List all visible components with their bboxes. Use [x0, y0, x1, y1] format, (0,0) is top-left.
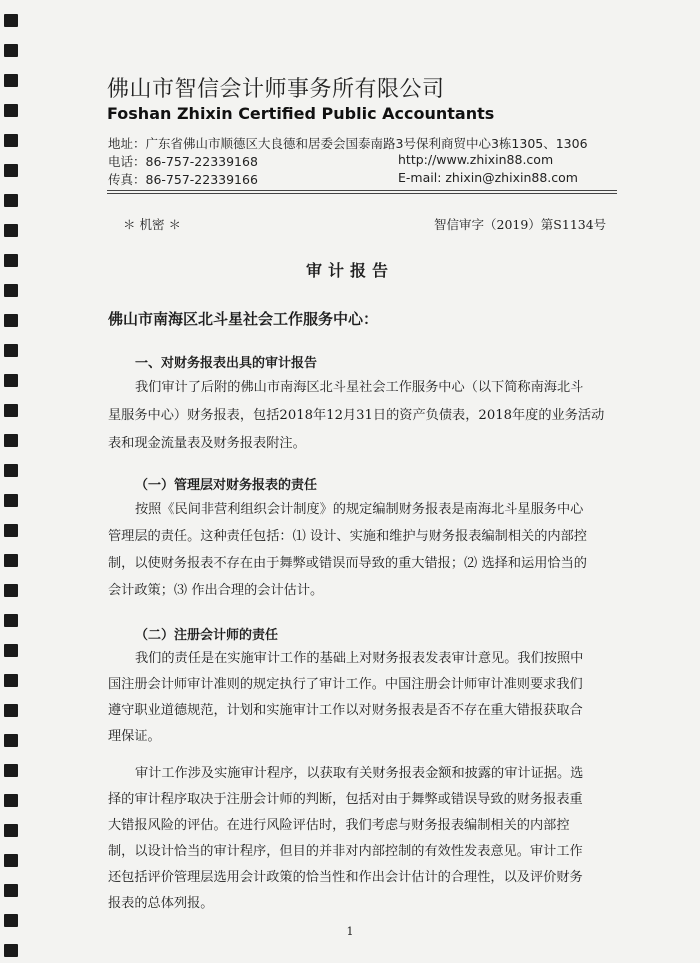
firm-website: http://www.zhixin88.com	[398, 152, 554, 167]
binding-hole	[4, 494, 18, 507]
binding-hole	[4, 554, 18, 567]
paragraph-line: 报表的总体列报。	[108, 896, 214, 911]
binding-hole	[4, 614, 18, 627]
binding-hole	[4, 644, 18, 657]
report-title: 审计报告	[305, 261, 394, 280]
binding-hole	[4, 434, 18, 447]
binding-hole	[4, 854, 18, 867]
binding-hole	[4, 404, 18, 417]
paragraph-line: 我们的责任是在实施审计工作的基础上对财务报表发表审计意见。我们按照中	[135, 651, 584, 666]
binding-hole	[4, 674, 18, 687]
binding-hole	[4, 944, 18, 957]
binding-hole	[4, 164, 18, 177]
binding-hole	[4, 374, 18, 387]
firm-address: 地址：广东省佛山市顺德区大良德和居委会国泰南路3号保利商贸中心3栋1305、1306	[108, 136, 588, 151]
section-heading: （二）注册会计师的责任	[135, 628, 279, 643]
paragraph-line: 我们审计了后附的佛山市南海区北斗星社会工作服务中心（以下简称南海北斗	[135, 380, 584, 395]
binding-hole	[4, 224, 18, 237]
confidential-mark: ＊ 机密 ＊	[123, 217, 181, 232]
paragraph-line: 表和现金流量表及财务报表附注。	[108, 436, 306, 451]
binding-hole	[4, 794, 18, 807]
binding-holes	[0, 0, 22, 963]
paragraph-line: 国注册会计师审计准则的规定执行了审计工作。中国注册会计师审计准则要求我们	[108, 677, 583, 692]
binding-hole	[4, 344, 18, 357]
binding-hole	[4, 464, 18, 477]
header-divider	[107, 190, 617, 191]
page-number: 1	[346, 925, 354, 938]
paragraph-line: 星服务中心）财务报表，包括2018年12月31日的资产负债表，2018年度的业务活动	[108, 408, 605, 423]
binding-hole	[4, 44, 18, 57]
binding-hole	[4, 584, 18, 597]
section-heading: （一）管理层对财务报表的责任	[135, 478, 318, 493]
paragraph-line: 大错报风险的评估。在进行风险评估时，我们考虑与财务报表编制相关的内部控	[108, 818, 570, 833]
paragraph-line: 理保证。	[108, 729, 161, 744]
firm-name-en: Foshan Zhixin Certified Public Accountants	[107, 104, 495, 123]
binding-hole	[4, 74, 18, 87]
binding-hole	[4, 314, 18, 327]
document-number: 智信审字（2019）第S1134号	[434, 217, 607, 232]
paragraph-line: 遵守职业道德规范，计划和实施审计工作以对财务报表是否不存在重大错报获取合	[108, 703, 583, 718]
firm-name-cn: 佛山市智信会计师事务所有限公司	[107, 77, 445, 102]
paragraph-line: 管理层的责任。这种责任包括：⑴ 设计、实施和维护与财务报表编制相关的内部控	[108, 529, 587, 544]
binding-hole	[4, 734, 18, 747]
binding-hole	[4, 824, 18, 837]
binding-hole	[4, 884, 18, 897]
paragraph-line: 按照《民间非营利组织会计制度》的规定编制财务报表是南海北斗星服务中心	[135, 502, 584, 517]
binding-hole	[4, 104, 18, 117]
paragraph-line: 制，以设计恰当的审计程序，但目的并非对内部控制的有效性发表意见。审计工作	[108, 844, 583, 859]
binding-hole	[4, 14, 18, 27]
addressee: 佛山市南海区北斗星社会工作服务中心：	[108, 310, 379, 328]
paragraph-line: 择的审计程序取决于注册会计师的判断，包括对由于舞弊或错误导致的财务报表重	[108, 792, 583, 807]
binding-hole	[4, 704, 18, 717]
binding-hole	[4, 134, 18, 147]
firm-phone: 电话：86-757-22339168	[108, 154, 258, 169]
paragraph-line: 制，以使财务报表不存在由于舞弊或错误而导致的重大错报；⑵ 选择和运用恰当的	[108, 556, 587, 571]
header-divider	[107, 193, 617, 194]
binding-hole	[4, 524, 18, 537]
binding-hole	[4, 764, 18, 777]
section-heading: 一、对财务报表出具的审计报告	[135, 356, 318, 371]
firm-fax: 传真：86-757-22339166	[108, 172, 258, 187]
paragraph-line: 会计政策；⑶ 作出合理的会计估计。	[108, 583, 324, 598]
paragraph-line: 审计工作涉及实施审计程序，以获取有关财务报表金额和披露的审计证据。选	[135, 766, 584, 781]
paragraph-line: 还包括评价管理层选用会计政策的恰当性和作出会计估计的合理性，以及评价财务	[108, 870, 583, 885]
binding-hole	[4, 194, 18, 207]
firm-email: E-mail: zhixin@zhixin88.com	[398, 170, 578, 185]
binding-hole	[4, 284, 18, 297]
